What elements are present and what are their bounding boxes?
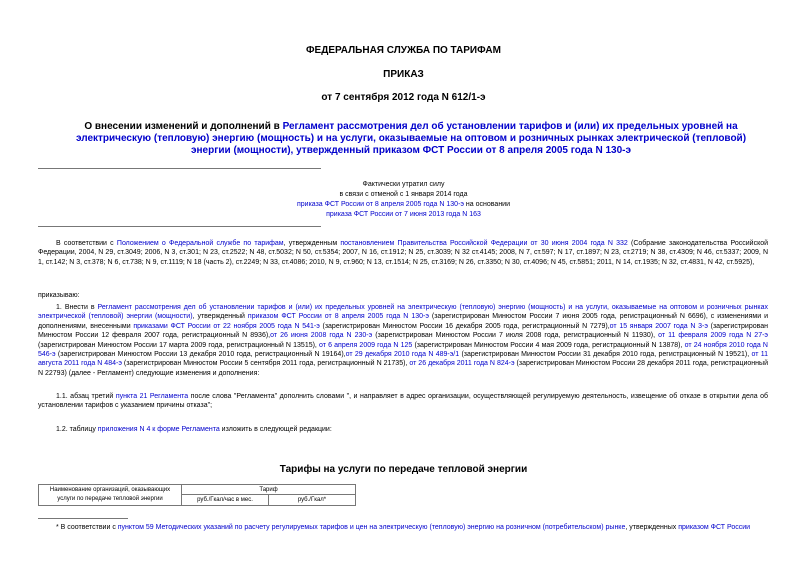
text: * В соответствии с [56,524,118,531]
link-order-27[interactable]: от 11 февраля 2009 года N 27-э [658,332,769,340]
divider-top [38,168,321,169]
link-order-230[interactable]: от 26 июня 2008 года N 230-э [270,332,373,340]
status-line-2: в связи с отменой с 1 января 2014 года [339,191,468,198]
tariff-table [38,484,356,506]
text: (зарегистрирован Минюстом России 12 февраля 2007 года, регистрационный N 8936), [38,322,769,340]
paragraph-item-1-1 [38,392,768,411]
text: В соответствии с [56,240,117,247]
link-point-21[interactable]: пункта 21 Регламента [115,393,189,400]
divider-bottom [38,226,321,227]
document-date-number: от 7 сентября 2012 года N 612/1-э [321,92,486,103]
link-regulation[interactable]: Регламент рассмотрения дел об установлении тарифов и (или) их предельных уровней на электрическую (тепловую) энергию (мощность) и на услуги, оказываемые на оптовом и розничных рынках электрической (тепловой) энергии (мощности) [38,304,768,321]
link-methodical-instructions[interactable]: пунктом 59 Методических указаний по расчету регулируемых тарифов и цен на электрическую (тепловую) энергию на розничном (потребительском) рынке [117,524,626,531]
title-regulation-link[interactable]: Регламент рассмотрения дел об установлении тарифов и (или) их предельных уровней на электрическую (тепловую) энергию (мощность) и на услуги, оказываемые на оптовом и розничных рынках электрической (тепловой) энергии (мощности), утвержденный приказом ФСТ России от 8 апреля 2005 года N 130-э [75,121,747,156]
link-order-541[interactable]: приказами ФСТ России от 22 ноября 2005 года N 541-э [133,322,320,330]
text: (зарегистрирован Минюстом России 7 июня 2005 года, регистрационный N 6696), с изменениями и дополнениями, внесенными [38,313,768,330]
document-type: ПРИКАЗ [383,69,424,80]
status-line-1: Фактически утратил силу [362,181,445,188]
link-order-125[interactable]: от 6 апреля 2009 года N 125 [319,341,413,349]
link-appendix-4[interactable]: приложения N 4 к форме Регламента [97,426,220,433]
text: (зарегистрирован Минюстом России 5 сентября 2011 года, регистрационный N 21735), [121,360,410,368]
title-text: О внесении изменений и дополнений в [84,121,283,132]
text: (зарегистрирован Минюстом России 7 июля 2008 года, регистрационный N 11930), [372,332,659,340]
status-line-3-tail: на основании [463,201,511,208]
link-fst-order[interactable]: приказом ФСТ России [678,524,751,531]
order-word: приказываю: [38,292,80,299]
link-order-484[interactable]: от 11 августа 2011 года N 484-э [38,351,769,368]
document-title [55,121,767,157]
text: услуги по передаче тепловой энергии [57,496,163,502]
link-order-130[interactable]: приказом ФСТ России от 8 апреля 2005 года N 130-э [247,313,429,321]
table-header-unit-1: руб./Гкал/час в мес. [182,495,269,506]
text: 1. Внести в [56,304,98,311]
agency-name: ФЕДЕРАЛЬНАЯ СЛУЖБА ПО ТАРИФАМ [306,45,501,56]
section-title: Тарифы на услуги по передаче тепловой энергии [279,464,528,475]
status-link-order-163[interactable]: приказа ФСТ России от 7 июня 2013 года N 163 [326,211,481,218]
footnote-divider [38,518,128,519]
footnote [38,523,778,532]
text: изложить в следующей редакции: [219,426,332,433]
text: , утвержденный [192,313,248,321]
text: (зарегистрирован Минюстом России 28 декабря 2011 года, регистрационный N 22793) (далее - Регламент) следующие изменения и дополнения: [38,360,768,377]
status-link-order-130[interactable]: приказа ФСТ России от 8 апреля 2005 года N 130-э [296,201,464,208]
link-order-546[interactable]: от 24 ноября 2010 года N 546-э [38,341,768,359]
table-header-organization [39,485,182,506]
text: (зарегистрирован Минюстом России 4 мая 2009 года, регистрационный N 13878), [412,341,685,349]
link-order-824[interactable]: от 26 декабря 2011 года N 824-э [409,360,515,368]
paragraph-amendments [38,303,768,378]
text: (Собрание законодательства Российской Федерации, 2004, N 29, ст.3049; 2006, N 3, ст.301; N 23, ст.2522; N 48, ст.5032; N 50, ст.5354; 2007, N 16, ст.1912; N 25, ст.3039; N 32 ст.4145; 2008, N 7, ст.597; N 17, ст.1897; N 23, ст.2719; N 38, ст.4309; N 46, ст.5337; 2009, N 1, ст.142; N 3, ст.378; N 6, ст.738; N 9, ст.1119; N 18 (часть 2), ст.2249; N 33, ст.4086; 2010, N 9, ст.960; N 13, ст.1514; N 25, ст.3169; N 26, ст.3350; N 30, ст.4096; N 45, ст.5851; 2011, N 14, ст.1935; N 32, ст.4831, N 42, ст.5925), [38,240,769,266]
link-government-decree-332[interactable]: постановлением Правительства Российской Федерации от 30 июня 2004 года N 332 [340,240,628,247]
link-fst-regulation[interactable]: Положением о Федеральной службе по тарифам [116,240,284,247]
text: Наименование организаций, оказывающих [49,487,171,493]
text: 1.2. таблицу [56,426,98,433]
paragraph-item-1-2 [38,425,768,434]
text: , утвержденным [283,240,341,247]
link-order-489[interactable]: от 29 декабря 2010 года N 489-э/1 [345,351,460,359]
status-line-4 [0,210,807,219]
paragraph-basis [38,239,768,267]
table-header-tariff: Тариф [182,485,356,495]
text: (зарегистрирован Минюстом России 16 декабря 2005 года, регистрационный N 7279), [319,322,610,330]
text: (зарегистрирован Минюстом России 13 декабря 2010 года, регистрационный N 19164), [55,351,346,359]
text: (зарегистрирован Минюстом России 31 декабря 2010 года, регистрационный N 19521), [459,351,752,359]
text: (зарегистрирован Минюстом России 17 марта 2009 года, регистрационный N 13515), [38,341,320,349]
text: после слова "Регламента" дополнить словами ", и направляет в адрес организации, осуществляющей регулируемую деятельность, извещение об отказе в открытии дела об установлении тарифов с указанием причины отказа"; [38,393,768,410]
table-header-unit-2: руб./Гкал* [269,495,356,506]
text: , утвержденных [625,524,679,531]
link-order-3[interactable]: от 15 января 2007 года N 3-э [609,322,708,330]
status-line-3 [0,200,807,209]
text: 1.1. абзац третий [56,393,116,400]
